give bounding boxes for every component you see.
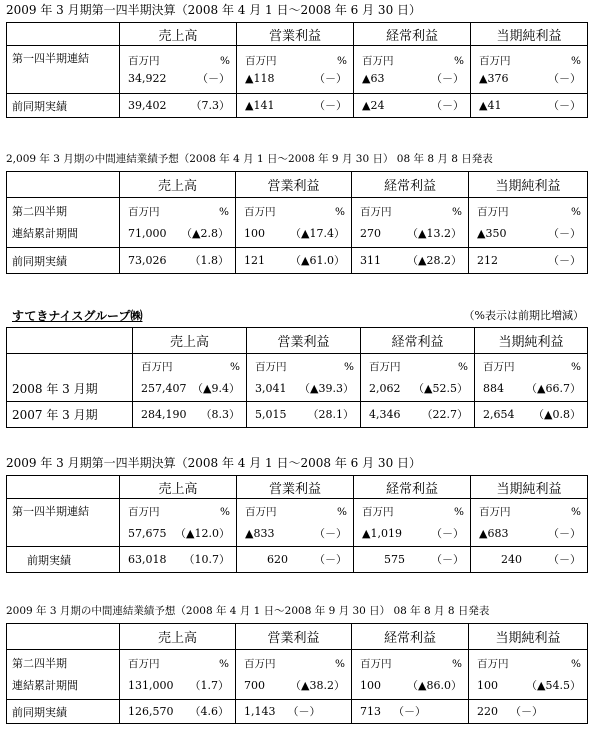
header-ordinary-profit: 経常利益 [354, 476, 471, 499]
header-sales: 売上高 [120, 476, 237, 499]
header-sales: 売上高 [120, 23, 237, 46]
cell: 713 （－） [352, 700, 469, 724]
cell: ▲41 （－） [471, 94, 588, 118]
cell: 百万円 % 100 （▲86.0） [352, 650, 469, 700]
section-interim-forecast-a [6, 152, 588, 274]
q1-caption: 2009 年 3 月期第一四半期決算（2008 年 4 月 1 日～2008 年 6 月 30 日） [6, 456, 422, 470]
cell: 百万円 % 270 （▲13.2） [352, 198, 469, 248]
cell: 百万円 % 100 （▲17.4） [236, 198, 352, 248]
cell: ▲24 （－） [354, 94, 471, 118]
header-sales: 売上高 [120, 172, 236, 198]
cell: ▲141 （－） [237, 94, 354, 118]
row-label: 前期実績 [7, 547, 120, 573]
header-net-profit: 当期純利益 [469, 624, 588, 650]
cell: 百万円 % 700 （▲38.2） [236, 650, 352, 700]
cell: 百万円 % 57,675 （▲12.0） [120, 499, 237, 547]
q1-results-table-b [6, 475, 588, 573]
header-net-profit: 当期純利益 [471, 23, 588, 46]
annual-results-table [6, 327, 588, 428]
cell: 284,190 （8.3） [133, 402, 247, 428]
cell: 百万円 % ▲118 （－） [237, 46, 354, 94]
cell: 5,015 （28.1） [247, 402, 361, 428]
cell: 220 （－） [469, 700, 588, 724]
row-label: 前同期実績 [7, 248, 120, 274]
company-title: すてきナイスグループ㈱ [12, 309, 143, 323]
cell: 百万円 % ▲1,019 （－） [354, 499, 471, 547]
header-blank [7, 328, 133, 354]
header-ordinary-profit: 経常利益 [352, 172, 469, 198]
cell: 百万円 % ▲63 （－） [354, 46, 471, 94]
row-label: 第一四半期連結 [7, 46, 120, 94]
row-label: 2007 年 3 月期 [7, 402, 133, 428]
header-operating-profit: 営業利益 [236, 172, 352, 198]
header-operating-profit: 営業利益 [247, 328, 361, 354]
q1-caption: 2009 年 3 月期第一四半期決算（2008 年 4 月 1 日～2008 年 6 月 30 日） [6, 3, 422, 17]
header-blank [7, 172, 120, 198]
cell: 240 （－） [471, 547, 588, 573]
cell: 百万円 % 884 （▲66.7） [475, 354, 588, 402]
cell: 百万円 % 3,041 （▲39.3） [247, 354, 361, 402]
cell: 百万円 % 71,000 （▲2.8） [120, 198, 236, 248]
cell: 百万円 % 100 （▲54.5） [469, 650, 588, 700]
cell: 2,654 （▲0.8） [475, 402, 588, 428]
header-operating-profit: 営業利益 [236, 624, 352, 650]
row-label: 前同期実績 [7, 94, 120, 118]
percent-note: （%表示は前期比増減） [463, 309, 584, 322]
cell: 121 （▲61.0） [236, 248, 352, 274]
cell: 百万円 % ▲833 （－） [237, 499, 354, 547]
header-blank [7, 476, 120, 499]
cell: 63,018 （10.7） [120, 547, 237, 573]
header-blank [7, 624, 120, 650]
header-ordinary-profit: 経常利益 [361, 328, 475, 354]
annual-title-row [6, 305, 588, 323]
cell: 百万円 % 257,407 （▲9.4） [133, 354, 247, 402]
header-net-profit: 当期純利益 [471, 476, 588, 499]
cell: 126,570 （4.6） [120, 700, 236, 724]
cell: 311 （▲28.2） [352, 248, 469, 274]
cell: 39,402 （7.3） [120, 94, 237, 118]
interim-forecast-table-b [6, 623, 588, 724]
header-blank [7, 23, 120, 46]
row-label: 第二四半期 連結累計期間 [7, 198, 120, 248]
section-interim-forecast-b [6, 604, 588, 724]
section-annual-results [6, 305, 588, 428]
cell: 百万円 % ▲376 （－） [471, 46, 588, 94]
row-label: 第二四半期 連結累計期間 [7, 650, 120, 700]
header-sales: 売上高 [133, 328, 247, 354]
forecast-caption: 2,009 年 3 月期の中間連結業績予想（2008 年 4 月 1 日～2008 年 9 月 30 日） 08 年 8 月 8 日発表 [6, 153, 493, 165]
cell: 1,143 （－） [236, 700, 352, 724]
header-sales: 売上高 [120, 624, 236, 650]
row-label: 2008 年 3 月期 [7, 354, 133, 402]
interim-forecast-table [6, 171, 588, 274]
cell: 4,346 （22.7） [361, 402, 475, 428]
cell: 百万円 % 34,922 （－） [120, 46, 237, 94]
row-label: 第一四半期連結 [7, 499, 120, 547]
header-net-profit: 当期純利益 [475, 328, 588, 354]
header-ordinary-profit: 経常利益 [352, 624, 469, 650]
row-label: 前同期実績 [7, 700, 120, 724]
header-operating-profit: 営業利益 [237, 23, 354, 46]
cell: 575 （－） [354, 547, 471, 573]
cell: 212 （－） [469, 248, 588, 274]
cell: 百万円 % ▲350 （－） [469, 198, 588, 248]
cell: 百万円 % ▲683 （－） [471, 499, 588, 547]
header-net-profit: 当期純利益 [469, 172, 588, 198]
section-q1-2009 [6, 3, 588, 118]
forecast-caption: 2009 年 3 月期の中間連結業績予想（2008 年 4 月 1 日～2008 年 9 月 30 日） 08 年 8 月 8 日発表 [6, 605, 490, 617]
header-ordinary-profit: 経常利益 [354, 23, 471, 46]
header-operating-profit: 営業利益 [237, 476, 354, 499]
cell: 百万円 % 131,000 （1.7） [120, 650, 236, 700]
cell: 620 （－） [237, 547, 354, 573]
q1-results-table [6, 22, 588, 118]
section-q1-2009-b [6, 456, 588, 573]
cell: 百万円 % 2,062 （▲52.5） [361, 354, 475, 402]
cell: 73,026 （1.8） [120, 248, 236, 274]
